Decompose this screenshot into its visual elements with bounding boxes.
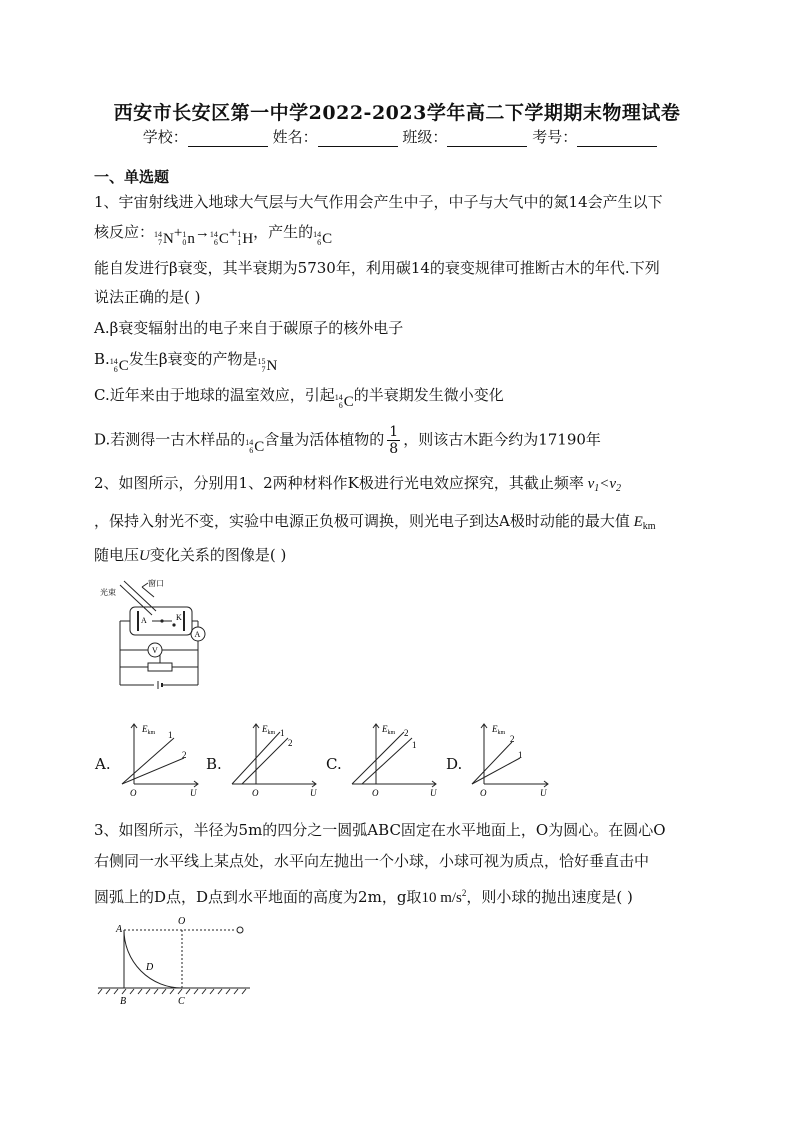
svg-text:U: U	[190, 788, 197, 798]
exam-number-label: 考号：	[532, 128, 578, 146]
carbon14-symbol: 14 6 C	[313, 230, 333, 247]
point-a-label: A	[116, 924, 123, 935]
graph-d-line-top-label: 2	[510, 734, 515, 744]
student-info-line	[0, 126, 794, 147]
q2-option-a-label[interactable]: A.	[95, 755, 111, 773]
q1-option-d[interactable]	[94, 424, 601, 457]
cutoff-frequency-relation: $\nu_1<\nu_2$	[583, 476, 622, 494]
q3-line3-a: 圆弧上的D点，D点到水平地面的高度为2m，g取	[94, 888, 422, 906]
svg-text:O: O	[130, 788, 137, 798]
window-label: 窗口	[148, 579, 164, 588]
q2-line2-text: ，保持入射光不变，实验中电源正负极可调换，则光电子到达A极时动能的最大值	[94, 512, 630, 530]
svg-text:U: U	[310, 788, 317, 798]
carbon14-symbol: 14 6 C	[334, 393, 354, 410]
cathode-label: K	[176, 613, 182, 622]
q1-reaction-prefix: 核反应：	[94, 223, 155, 241]
q3-line3-b: ，则小球的抛出速度是( )	[466, 888, 633, 906]
q2-graph-b[interactable]	[222, 718, 322, 800]
svg-text:Ekm: $E_{km}$	[262, 724, 276, 736]
q1-option-c-text: C.近年来由于地球的温室效应，引起	[94, 386, 335, 404]
q1-option-b-letter: B.	[94, 350, 110, 368]
photoelectric-circuit-diagram	[98, 575, 210, 695]
section-heading: 一、单选题	[94, 168, 170, 186]
graph-c-line-top-label: 2	[404, 728, 409, 738]
name-label: 姓名：	[272, 128, 318, 146]
point-d-label: D	[146, 962, 154, 973]
q1-line3: 能自发进行β衰变，其半衰期为5730年，利用碳14的衰变规律可推断古木的年代.下列	[94, 259, 660, 277]
u-symbol: U	[139, 548, 150, 564]
q2-graph-a[interactable]	[112, 718, 204, 800]
q1-option-b-text: 发生β衰变的产物是	[128, 350, 258, 368]
beam-label: 光束	[100, 588, 116, 597]
q2-option-c-label[interactable]: C.	[326, 755, 342, 773]
q2-option-b-label[interactable]: B.	[206, 755, 222, 773]
voltmeter-label: V	[152, 646, 158, 655]
q1-line1: 1、宇宙射线进入地球大气层与大气作用会产生中子，中子与大气中的氮14会产生以下	[94, 193, 663, 211]
svg-text:O: O	[252, 788, 259, 798]
gravity-value: 10 $m/s^2$	[421, 888, 467, 906]
class-label: 班级：	[402, 128, 448, 146]
q2-line3-b: 变化关系的图像是( )	[149, 546, 287, 564]
arc-abc-diagram	[94, 910, 254, 1008]
q2-line3-a: 随电压	[94, 546, 140, 564]
ekm-symbol: $E_{km}$	[629, 514, 656, 532]
q3-line1: 3、如图所示，半径为5m的四分之一圆弧ABC固定在水平地面上，O为圆心。在圆心O	[94, 821, 666, 839]
carbon14-symbol: 14 6 C	[109, 357, 129, 374]
svg-text:Ekm: $E_{km}$	[492, 724, 506, 736]
q1-option-b[interactable]	[94, 349, 277, 376]
q1-option-d-text: D.若测得一古木样品的	[94, 430, 246, 449]
q3-line3	[94, 883, 633, 908]
q1-option-d-mid: 含量为活体植物的	[264, 430, 385, 449]
svg-text:O: O	[480, 788, 487, 798]
q1-option-c-suffix: 的半衰期发生微小变化	[353, 386, 504, 404]
q2-graph-d[interactable]	[462, 718, 554, 800]
ammeter-label: A	[194, 630, 201, 639]
anode-label: A	[141, 616, 147, 625]
point-o-label: O	[178, 916, 186, 927]
graph-a-line-top-label: 1	[168, 730, 173, 740]
one-eighth-fraction: $\frac{1}{8}$	[389, 424, 399, 457]
graph-d-line-bottom-label: 1	[518, 750, 523, 760]
point-b-label: B	[120, 996, 127, 1007]
q2-option-d-label[interactable]: D.	[446, 755, 463, 773]
q2-graph-c[interactable]	[342, 718, 442, 800]
q2-line1-text: 2、如图所示，分别用1、2两种材料作K极进行光电效应探究，其截止频率	[94, 474, 584, 492]
q1-option-c[interactable]	[94, 385, 504, 412]
q2-line3	[94, 545, 286, 566]
svg-text:U: U	[430, 788, 437, 798]
name-blank[interactable]	[318, 132, 398, 147]
carbon14-symbol: 14 6 C	[245, 437, 265, 455]
nitrogen15-symbol: 15 7 N	[257, 357, 278, 374]
exam-number-blank[interactable]	[577, 132, 657, 147]
point-c-label: C	[178, 996, 185, 1007]
graph-b-line-top-label: 1	[280, 728, 285, 738]
svg-text:Ekm: $E_{km}$	[382, 724, 396, 736]
q2-line1	[94, 473, 621, 499]
graph-a-line-bottom-label: 2	[182, 750, 187, 760]
school-label: 学校：	[142, 128, 188, 146]
q1-line2	[94, 222, 332, 249]
class-blank[interactable]	[447, 132, 527, 147]
svg-text:U: U	[540, 788, 547, 798]
q1-reaction-suffix: ，产生的	[253, 223, 314, 241]
q2-line2	[94, 511, 656, 537]
q1-option-a[interactable]: A.β衰变辐射出的电子来自于碳原子的核外电子	[94, 319, 404, 337]
exam-title: 西安市长安区第一中学2022-2023学年高二下学期期末物理试卷	[113, 102, 681, 124]
graph-c-line-bottom-label: 1	[412, 740, 417, 750]
svg-text:Ekm: $E_{km}$	[142, 724, 156, 736]
q3-line2: 右侧同一水平线上某点处，水平向左抛出一个小球，小球可视为质点，恰好垂直击中	[94, 852, 650, 870]
svg-text:O: O	[372, 788, 379, 798]
school-blank[interactable]	[188, 132, 268, 147]
graph-b-line-bottom-label: 2	[288, 738, 293, 748]
q1-line4: 说法正确的是( )	[94, 288, 201, 306]
nuclear-equation: 14 7 N+ 1 0 n→ 14 6 C+ 1 1 H	[154, 225, 254, 247]
q1-option-d-suffix: ，则该古木距今约为17190年	[403, 430, 601, 449]
